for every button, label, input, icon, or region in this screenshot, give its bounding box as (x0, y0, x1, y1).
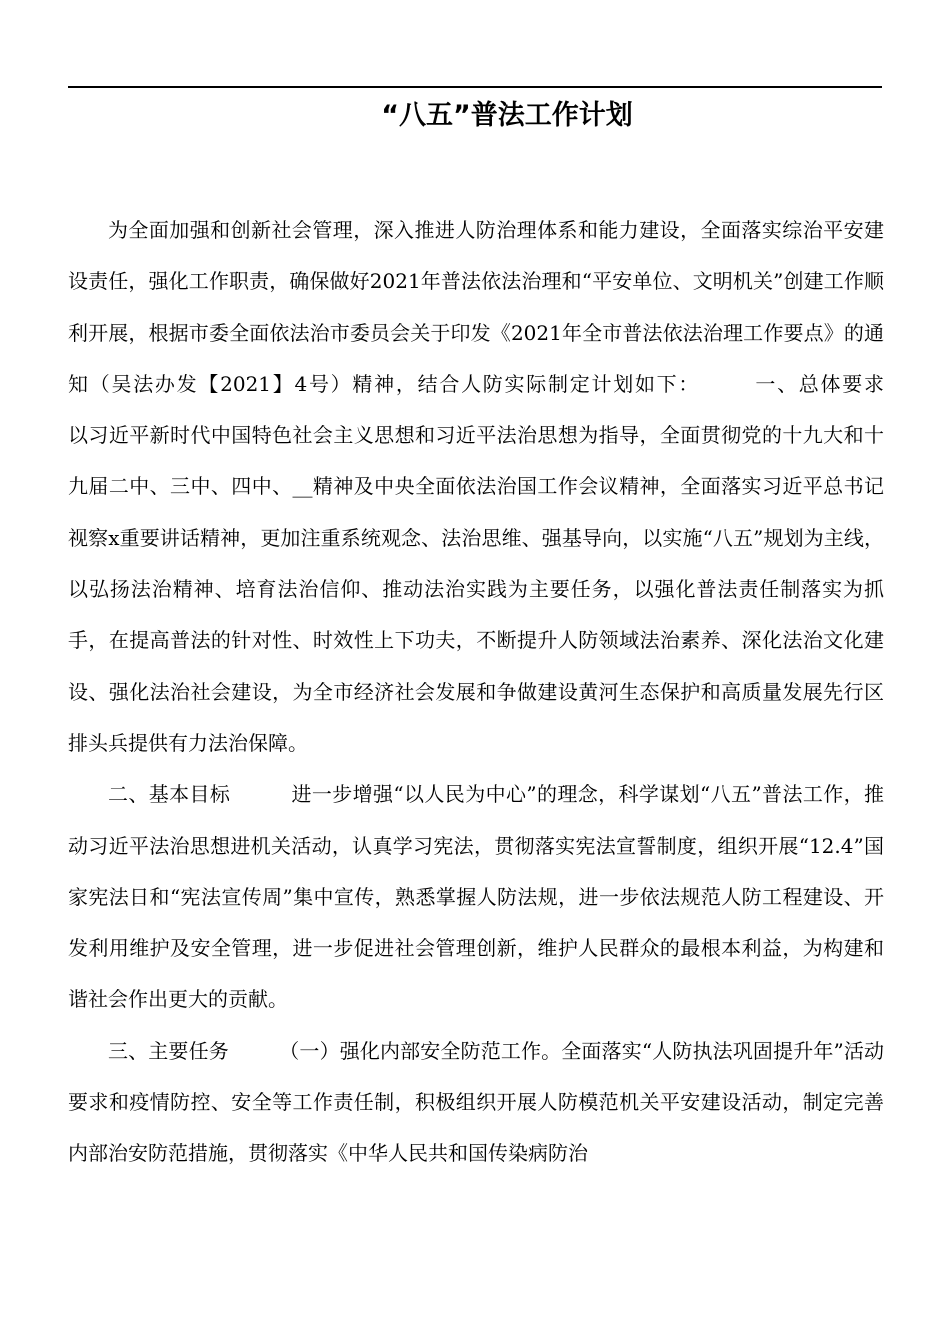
document-title: “八五”普法工作计划 (381, 100, 633, 131)
paragraph-main-tasks: 三、主要任务 （一）强化内部安全防范工作。全面落实“人防执法巩固提升年”活动要求和疫情防控、安全等工作责任制，积极组织开展人防模范机关平安建设活动，制定完善内部治安防范措施，贯彻落实《中华人民共和国传染病防治 (68, 1038, 884, 1166)
paragraph-basic-goals: 二、基本目标 进一步增强“以人民为中心”的理念，科学谋划“八五”普法工作，推动习近平法治思想进机关活动，认真学习宪法，贯彻落实宪法宣誓制度，组织开展“12.4”国家宪法日和“宪法宣传周”集中宣传，熟悉掌握人防法规，进一步依法规范人防工程建设、开发利用维护及安全管理，进一步促进社会管理创新，维护人民群众的最根本利益，为构建和谐社会作出更大的贡献。 (68, 782, 884, 1012)
header-rule (68, 86, 882, 88)
paragraph-intro: 为全面加强和创新社会管理，深入推进人防治理体系和能力建设，全面落实综治平安建设责任，强化工作职责，确保做好2021年普法依法治理和“平安单位、文明机关”创建工作顺利开展，根据市委全面依法治市委员会关于印发《2021年全市普法依法治理工作要点》的通知（吴法办发【2021】4号）精神，结合人防实际制定计划如下： 一、总体要求 以习近平新时代中国特色社会主义思想和习近平法治思想为指导，全面贯彻党的十九大和十九届二中、三中、四中、__精神及中央全面依法治国工作会议精神，全面落实习近平总书记视察x重要讲话精神，更加注重系统观念、法治思维、强基导向，以实施“八五”规划为主线，以弘扬法治精神、培育法治信仰、推动法治实践为主要任务，以强化普法责任制落实为抓手，在提高普法的针对性、时效性上下功夫，不断提升人防领域法治素养、深化法治文化建设、强化法治社会建设，为全市经济社会发展和争做建设黄河生态保护和高质量发展先行区排头兵提供有力法治保障。 (68, 218, 944, 755)
document-body (68, 205, 944, 1180)
